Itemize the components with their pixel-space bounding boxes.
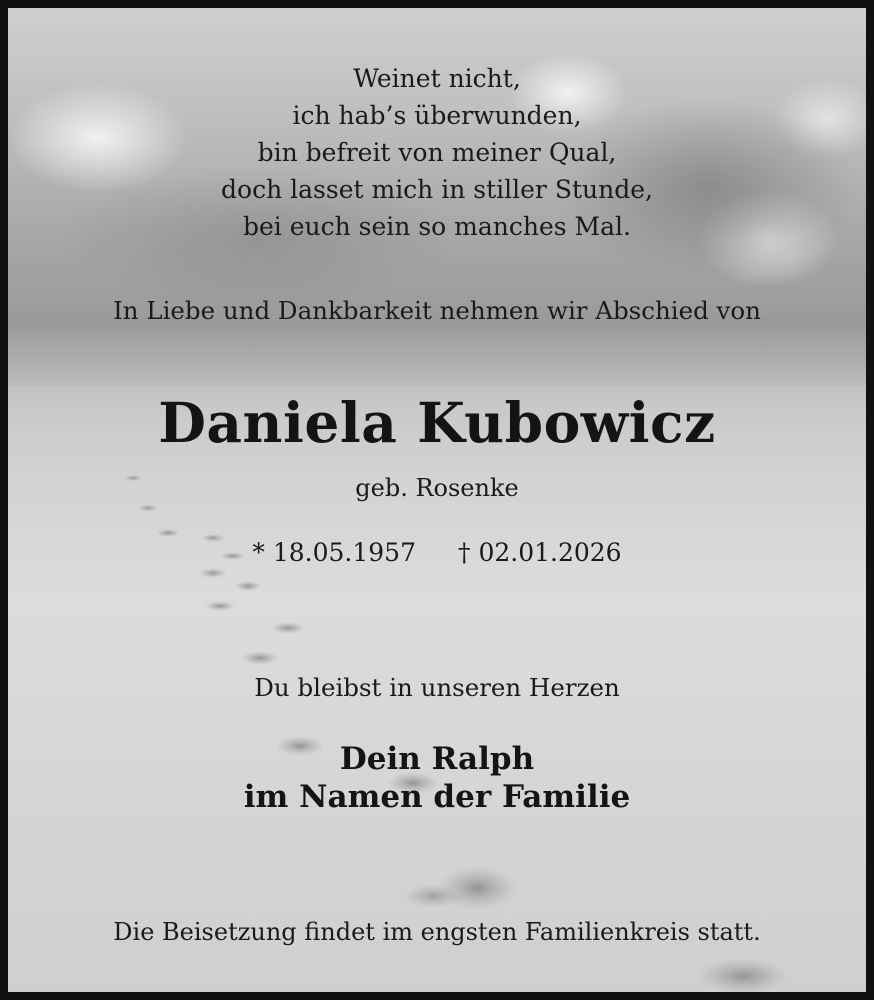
deceased-name: Daniela Kubowicz — [158, 390, 716, 455]
maiden-name: geb. Rosenke — [355, 474, 519, 502]
death-date: † 02.01.2026 — [458, 538, 622, 567]
life-dates — [8, 538, 866, 567]
birth-date: * 18.05.1957 — [252, 538, 416, 567]
burial-note: Die Beisetzung findet im engsten Familienkreis statt. — [113, 918, 761, 946]
poem-line: Weinet nicht, — [353, 64, 521, 93]
signoff-line: im Namen der Familie — [243, 779, 631, 815]
poem-line: ich hab’s überwunden, — [292, 101, 582, 130]
notice-text — [8, 8, 866, 992]
poem-line: bei euch sein so manches Mal. — [242, 212, 631, 241]
signoff — [8, 740, 866, 816]
poem-line: bin befreit von meiner Qual, — [257, 138, 617, 167]
signoff-line: Dein Ralph — [339, 741, 535, 777]
remembrance-line: Du bleibst in unseren Herzen — [254, 673, 620, 702]
poem — [8, 60, 866, 245]
farewell-intro: In Liebe und Dankbarkeit nehmen wir Abschied von — [113, 296, 761, 325]
poem-line: doch lasset mich in stiller Stunde, — [221, 175, 653, 204]
